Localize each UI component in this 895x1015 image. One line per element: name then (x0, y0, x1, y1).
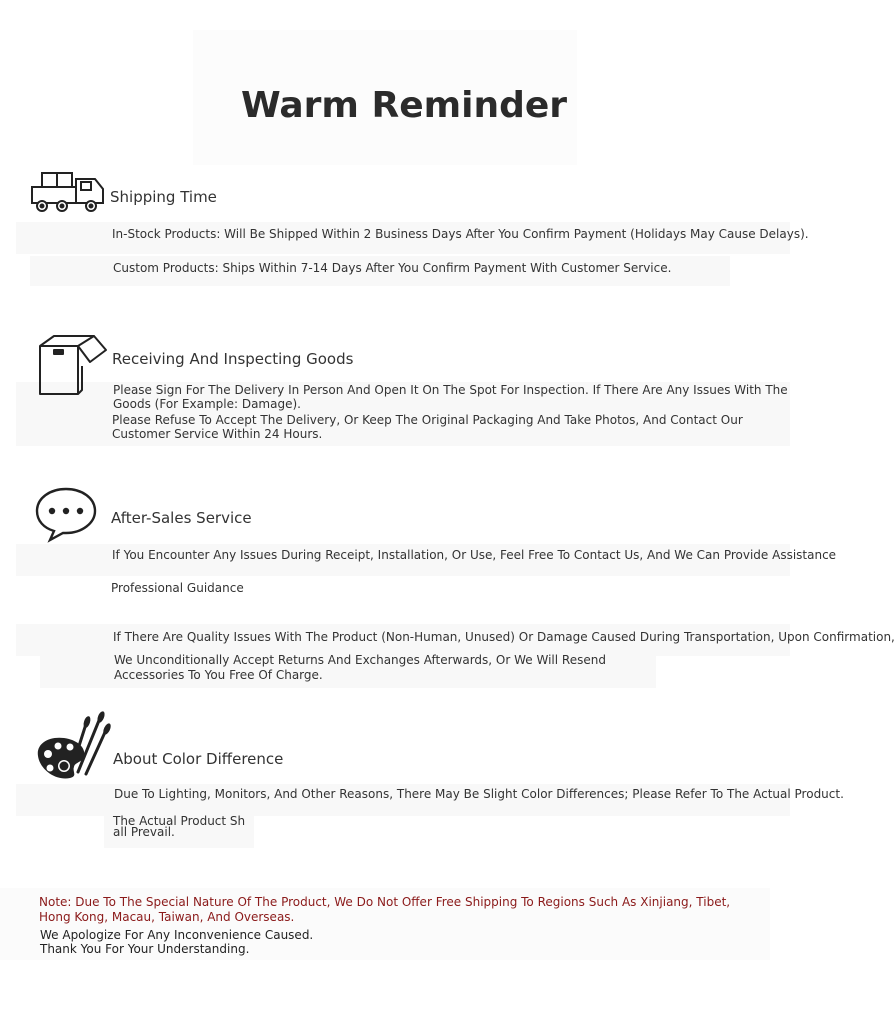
color-line-2: The Actual Product Sh (113, 814, 246, 828)
box-icon (36, 332, 108, 398)
color-line-3: all Prevail. (113, 825, 175, 839)
receiving-line-3: Please Refuse To Accept The Delivery, Or Keep The Original Packaging And Take Photos, And Contact Our (112, 413, 743, 427)
paint-palette-icon (34, 710, 112, 782)
aftersales-line-3: If There Are Quality Issues With The Product (Non-Human, Unused) Or Damage Caused During Transportation, Upon Confirmation, (113, 630, 895, 644)
aftersales-line-2: Professional Guidance (111, 581, 244, 595)
truck-icon (29, 170, 105, 214)
color-line-1: Due To Lighting, Monitors, And Other Reasons, There May Be Slight Color Differences; Please Refer To The Actual Product. (114, 787, 844, 801)
thanks-text: Thank You For Your Understanding. (40, 942, 250, 956)
page-title: Warm Reminder (240, 85, 568, 126)
speech-bubble-icon (34, 486, 100, 542)
shipping-heading: Shipping Time (110, 188, 217, 206)
aftersales-line-4: We Unconditionally Accept Returns And Exchanges Afterwards, Or We Will Resend (114, 653, 606, 667)
receiving-line-2: Goods (For Example: Damage). (113, 397, 301, 411)
receiving-line-4: Customer Service Within 24 Hours. (112, 427, 323, 441)
receiving-line-1: Please Sign For The Delivery In Person And Open It On The Spot For Inspection. If There Are Any Issues With The (113, 383, 788, 397)
aftersales-line-5: Accessories To You Free Of Charge. (114, 668, 323, 682)
shipping-line-2: Custom Products: Ships Within 7-14 Days After You Confirm Payment With Customer Service. (113, 261, 672, 275)
aftersales-line-1: If You Encounter Any Issues During Receipt, Installation, Or Use, Feel Free To Contact Us, And We Can Provide Assistance (112, 548, 837, 562)
receiving-heading: Receiving And Inspecting Goods (112, 350, 354, 368)
note-text: Note: Due To The Special Nature Of The Product, We Do Not Offer Free Shipping To Regions Such As Xinjiang, Tibet, Hong Kong, Macau, Taiwan, And Overseas. (39, 895, 731, 924)
apology-text: We Apologize For Any Inconvenience Caused. (40, 928, 314, 942)
color-heading: About Color Difference (113, 750, 284, 768)
shipping-line-1: In-Stock Products: Will Be Shipped Within 2 Business Days After You Confirm Payment (Holidays May Cause Delays). (112, 227, 809, 241)
aftersales-heading: After-Sales Service (111, 509, 252, 527)
